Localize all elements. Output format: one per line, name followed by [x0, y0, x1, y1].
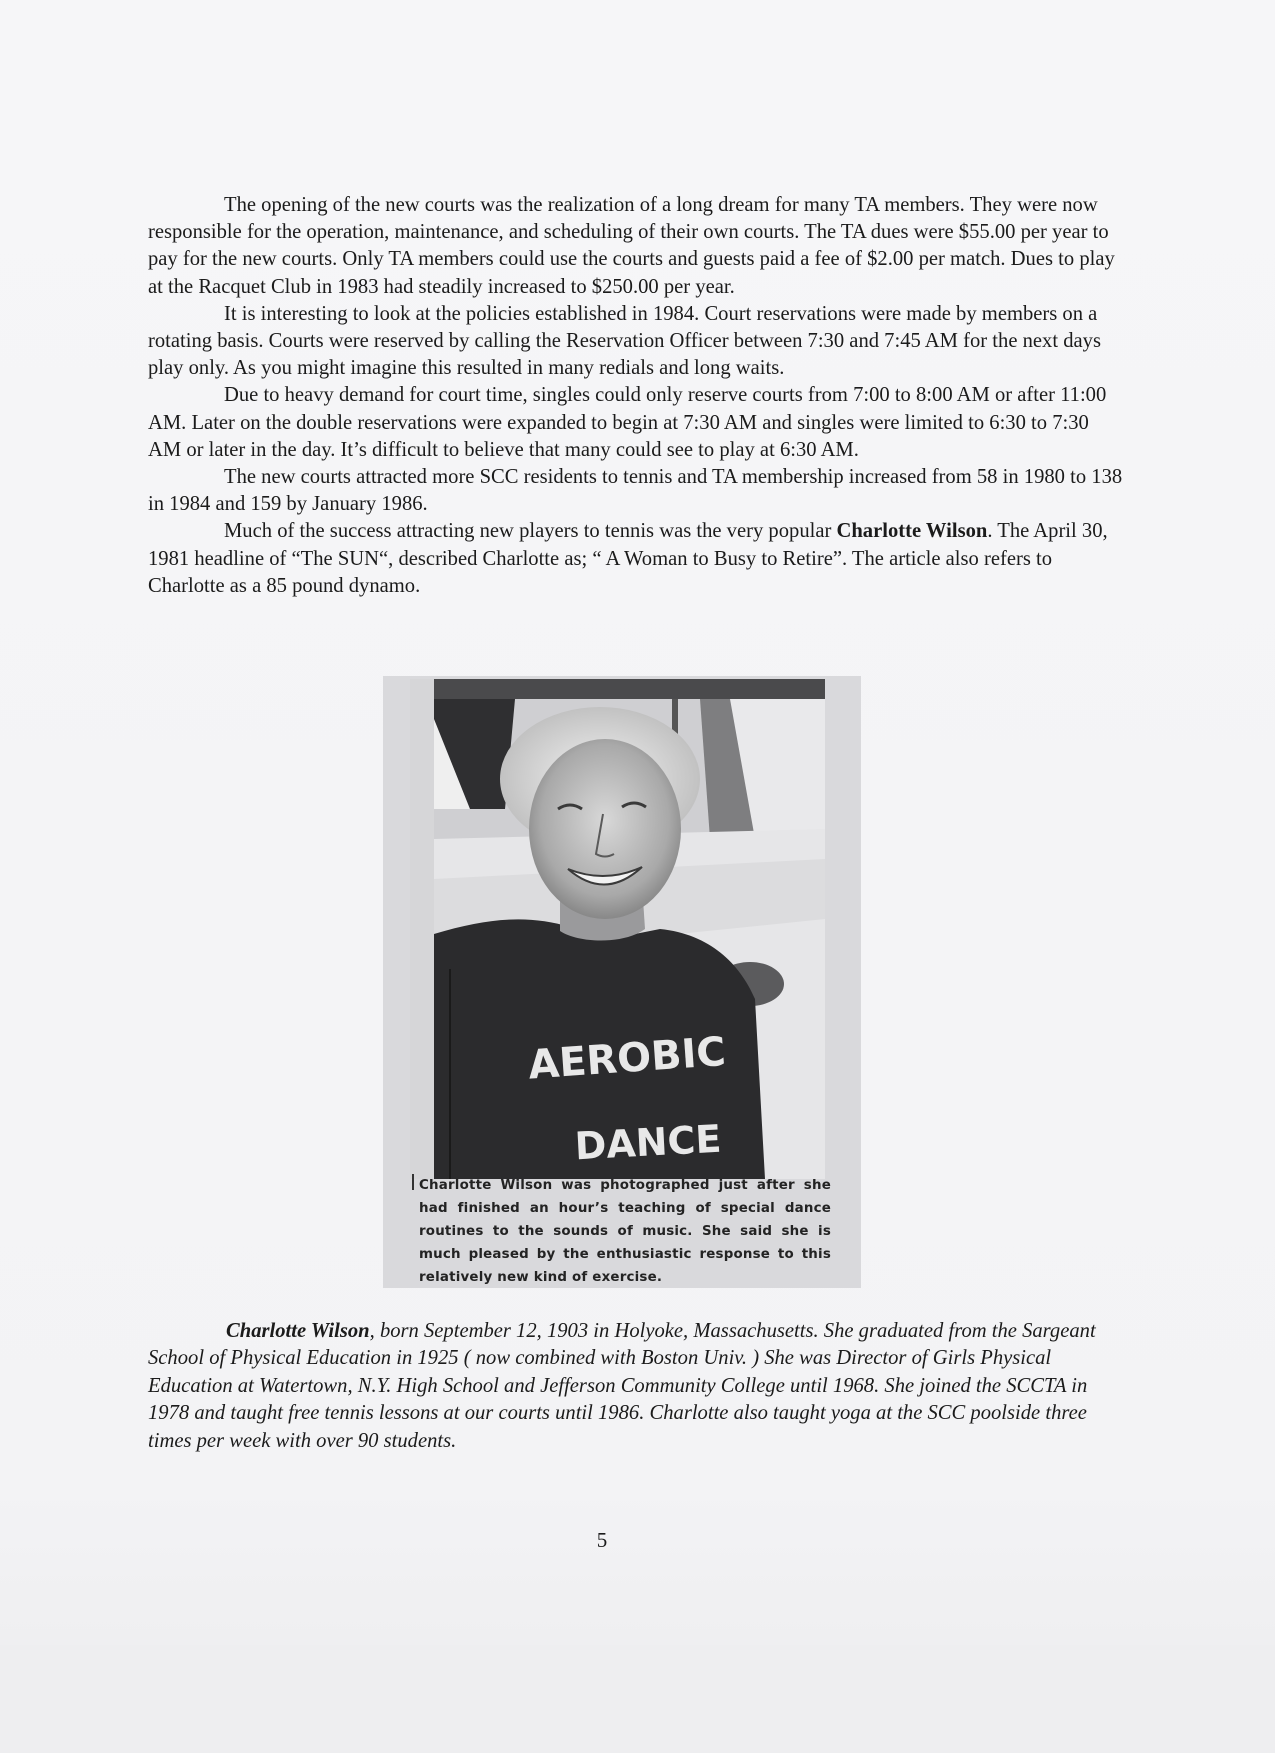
charlotte-bio — [148, 1318, 1123, 1455]
bio-name-bold: Charlotte Wilson — [226, 1320, 370, 1342]
charlotte-photo — [410, 679, 825, 1179]
paragraph-reservations: Due to heavy demand for court time, singles could only reserve courts from 7:00 to 8:00 AM or after 11:00 AM. Later on the double reservations were expanded to begin at 7:30 AM and singles were limited to 6:30 to 7:30 AM or later in the day. It’s difficult to believe that many could see to play at 6:30 AM. — [148, 384, 1107, 461]
photo-caption: Charlotte Wilson was photographed just after she had finished an hour’s teaching of special dance routines to the sounds of music. She said she is much pleased by the enthusiastic response to this relatively new kind of exercise. — [419, 1178, 831, 1285]
paragraph-charlotte-start: Much of the success attracting new players to tennis was the very popular — [224, 520, 837, 543]
paragraph-charlotte — [148, 518, 1123, 600]
scan-bottom-shade — [0, 1645, 1275, 1753]
shirt-text-dance: DANCE — [573, 1116, 723, 1169]
shirt-text-aerobic: AEROBIC — [526, 1028, 728, 1089]
paragraph-membership: The new courts attracted more SCC residents to tennis and TA membership increased from 58 in 1980 to 138 in 1984 and 159 by January 1986. — [148, 466, 1123, 516]
body-text — [148, 192, 1123, 600]
page-number: 5 — [596, 1528, 608, 1552]
newspaper-clipping — [383, 676, 861, 1288]
paragraph-dues: The opening of the new courts was the realization of a long dream for many TA members. They were now responsible for the operation, maintenance, and scheduling of their own courts. The TA dues were $55.00 per year to pay for the new courts. Only TA members could use the courts and guests paid a fee of $2.00 per match. Dues to play at the Racquet Club in 1983 had steadily increased to $250.00 per year. — [148, 194, 1115, 298]
bio-text: , born September 12, 1903 in Holyoke, Massachusetts. She graduated from the Sargeant School of Physical Education in 1925 ( now combined with Boston Univ. ) She was Director of Girls Physical Education at Watertown, N.Y. High School and Jefferson Community College until 1968. She joined the SCCTA in 1978 and taught free tennis lessons at our courts until 1986. Charlotte also taught yoga at the SCC poolside three times per week with over 90 students. — [148, 1320, 1096, 1452]
photo-illustration — [410, 679, 825, 1179]
caption-rule — [412, 1174, 414, 1190]
charlotte-name-bold: Charlotte Wilson — [836, 520, 988, 543]
paragraph-charlotte-end: . The April 30, 1981 headline of “The SUN“, described Charlotte as; “ A Woman to Busy to Retire”. The article also refers to Charlotte as a 85 pound dynamo. — [148, 520, 1108, 597]
paragraph-policies: It is interesting to look at the policies established in 1984. Court reservations were made by members on a rotating basis. Courts were reserved by calling the Reservation Officer between 7:30 and 7:45 AM for the next days play only. As you might imagine this resulted in many redials and long waits. — [148, 302, 1101, 380]
